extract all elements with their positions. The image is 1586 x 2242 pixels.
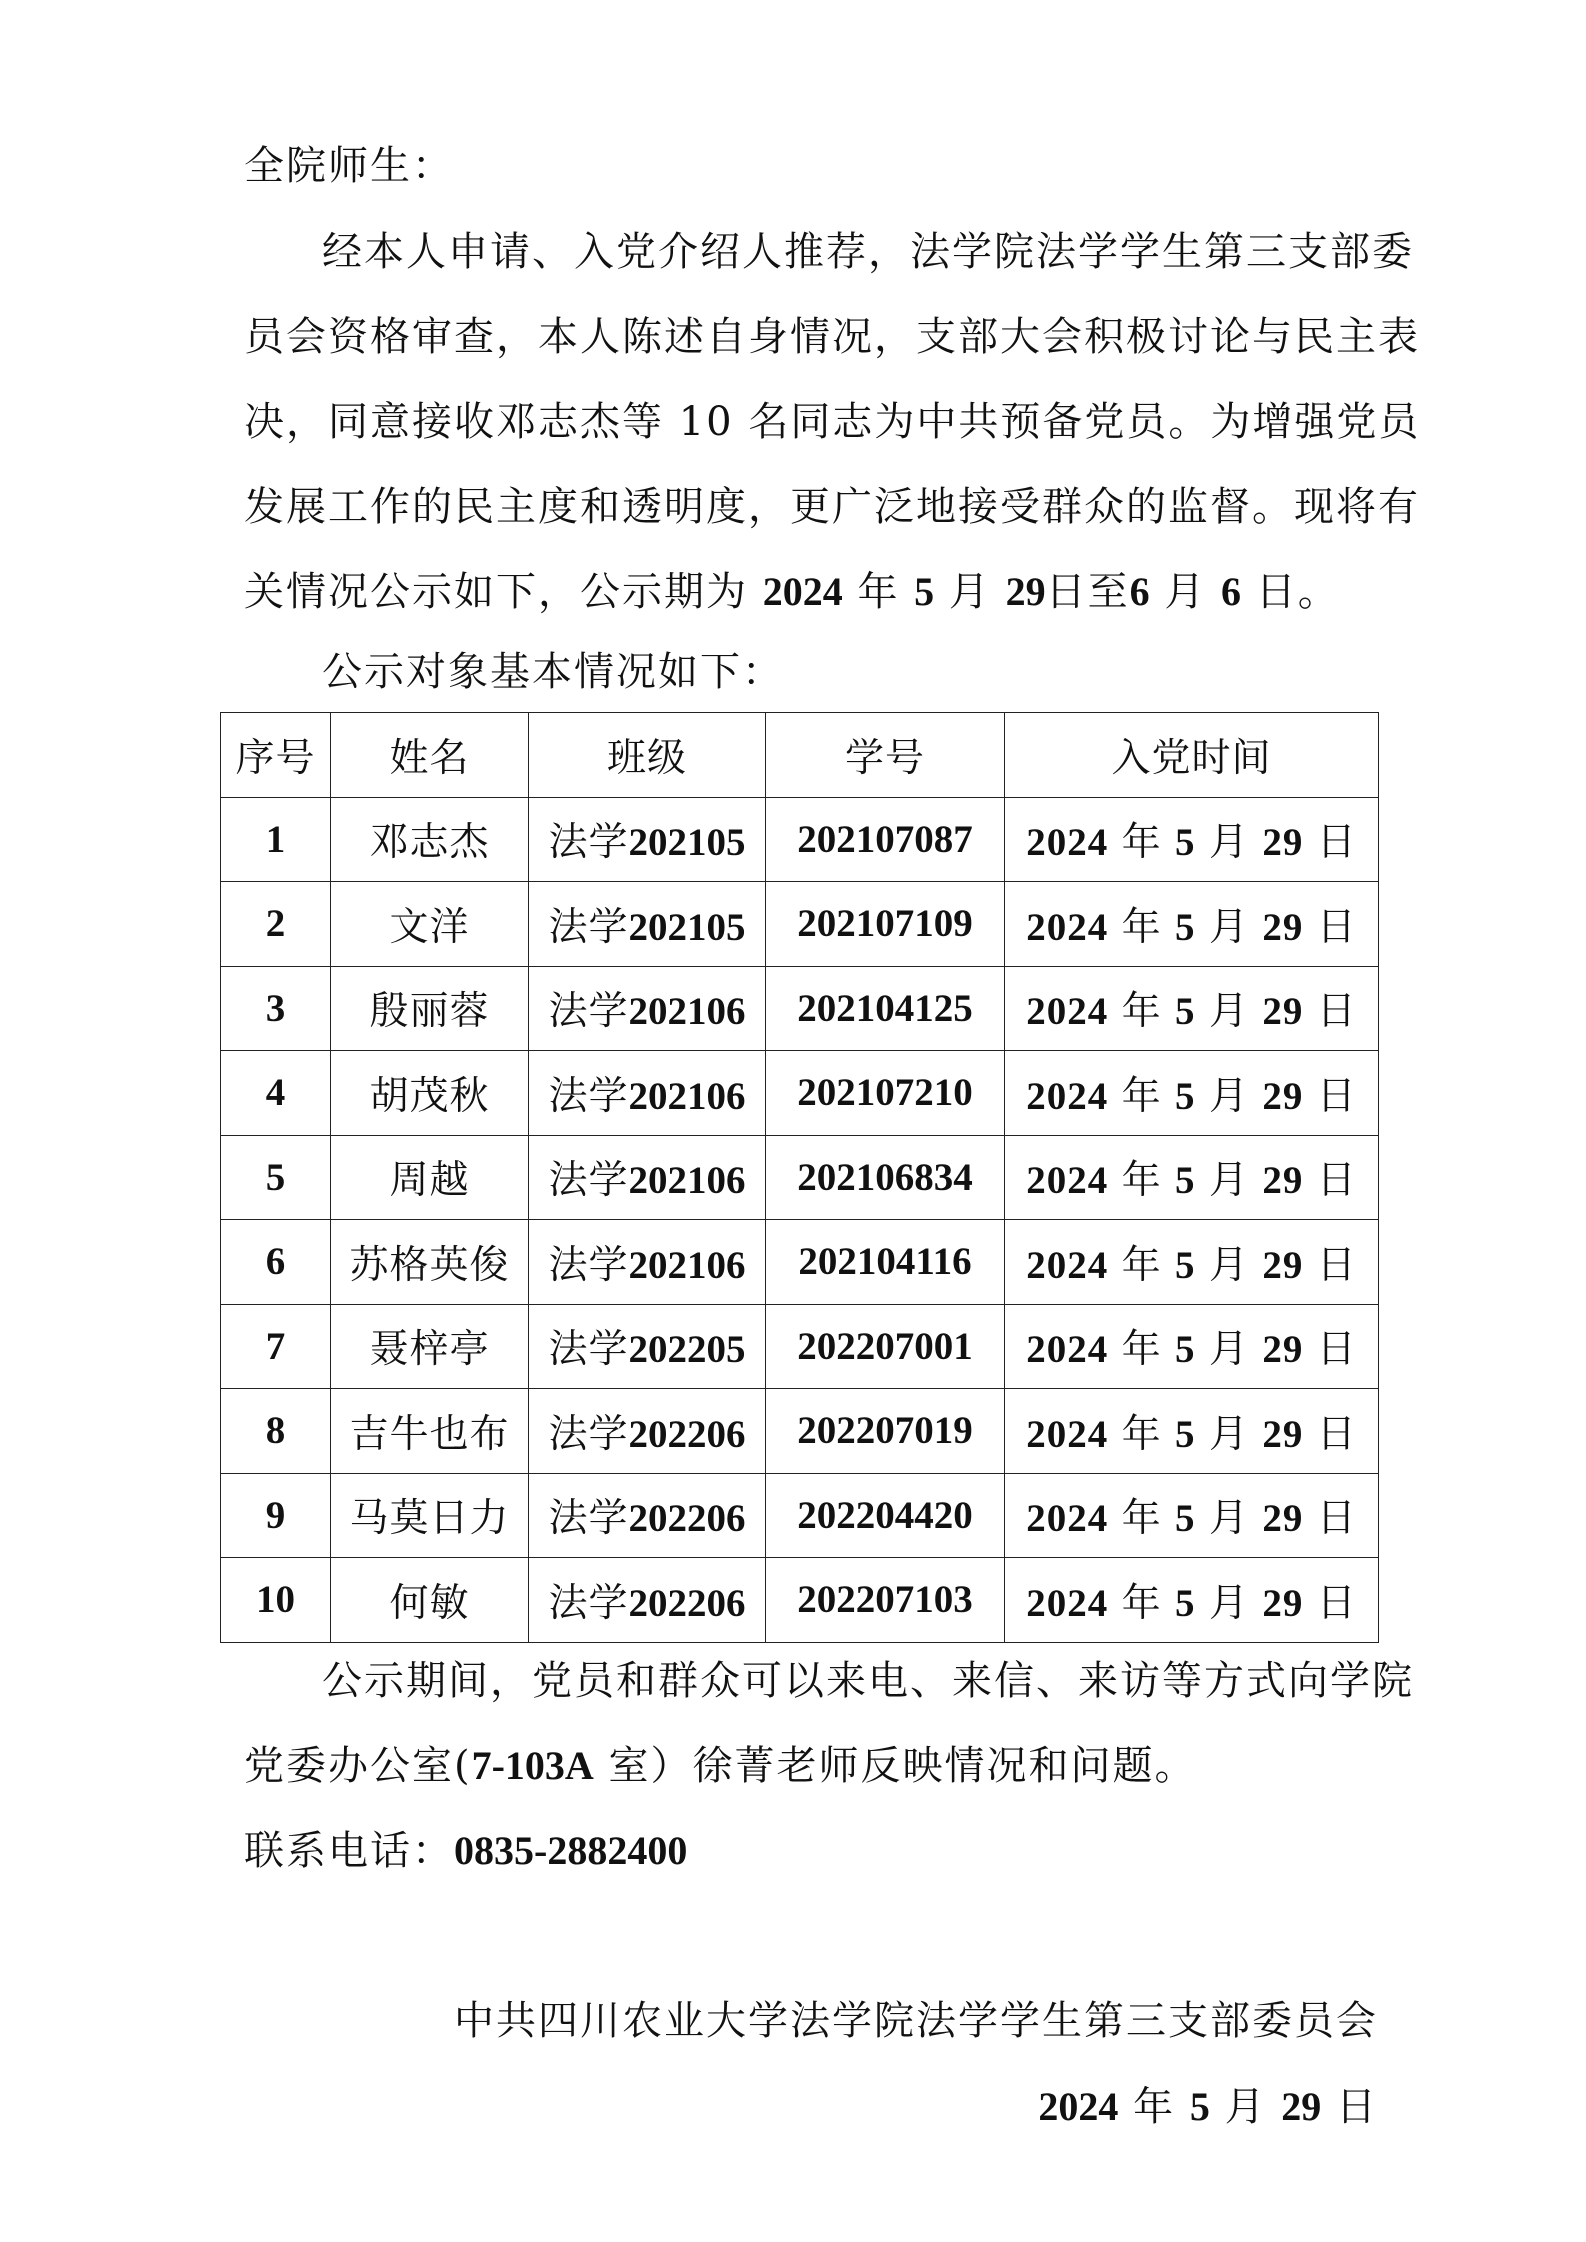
row-index: 8 (221, 1389, 331, 1474)
period-month-unit: 月 (948, 569, 991, 615)
table-row (221, 1220, 1379, 1305)
closing-line-1: 公示期间，党员和群众可以来电、来信、来访等方式向学院 (322, 1658, 1414, 1704)
row-name: 邓志杰 (331, 797, 529, 882)
row-join-date (1005, 1304, 1379, 1389)
row-class-prefix: 法学 (548, 1073, 629, 1119)
header-join-date: 入党时间 (1005, 713, 1379, 798)
join-day-unit: 日 (1316, 1073, 1357, 1119)
join-year: 2024 (1026, 1581, 1109, 1625)
join-day-unit: 日 (1316, 989, 1357, 1035)
table-row (221, 1135, 1379, 1220)
header-student-id: 学号 (766, 713, 1005, 798)
table-row (221, 1558, 1379, 1643)
table-row (221, 1051, 1379, 1136)
table-intro: 公示对象基本情况如下： (322, 649, 784, 695)
join-year-unit: 年 (1121, 1073, 1162, 1119)
join-month-unit: 月 (1208, 1327, 1249, 1373)
row-student-id: 202107109 (766, 882, 1005, 967)
row-class (529, 1473, 766, 1558)
closing-contact-person: 室）徐菁老师反映情况和问题。 (593, 1743, 1197, 1789)
row-name: 何敏 (331, 1558, 529, 1643)
row-index: 3 (221, 966, 331, 1051)
table-row (221, 966, 1379, 1051)
row-index: 5 (221, 1135, 331, 1220)
row-class (529, 1304, 766, 1389)
row-class-prefix: 法学 (548, 820, 629, 866)
join-day: 29 (1262, 1243, 1304, 1287)
phone-label: 联系电话： (244, 1828, 454, 1874)
row-class-prefix: 法学 (548, 1580, 629, 1626)
phone-number: 0835-2882400 (454, 1828, 688, 1873)
join-year-unit: 年 (1121, 1327, 1162, 1373)
row-class-number: 202106 (628, 1243, 746, 1287)
row-class (529, 966, 766, 1051)
join-month-unit: 月 (1208, 1580, 1249, 1626)
join-day: 29 (1262, 1412, 1304, 1456)
row-index: 4 (221, 1051, 331, 1136)
period-start-day: 29 (1005, 569, 1046, 614)
row-student-id: 202106834 (766, 1135, 1005, 1220)
join-month: 5 (1175, 1497, 1196, 1541)
row-class (529, 882, 766, 967)
row-join-date (1005, 1135, 1379, 1220)
row-name: 周越 (331, 1135, 529, 1220)
join-day: 29 (1262, 990, 1304, 1034)
row-index: 2 (221, 882, 331, 967)
join-day-unit: 日 (1316, 1158, 1357, 1204)
row-class-prefix: 法学 (548, 904, 629, 950)
closing-line-2 (244, 1740, 1197, 1792)
row-name: 吉牛也布 (331, 1389, 529, 1474)
join-month: 5 (1175, 1074, 1196, 1118)
row-join-date (1005, 1051, 1379, 1136)
join-year-unit: 年 (1121, 1411, 1162, 1457)
row-student-id: 202107087 (766, 797, 1005, 882)
contact-line (244, 1825, 687, 1877)
intro-period-prefix: 关情况公示如下，公示期为 (244, 569, 748, 615)
signature-date (1038, 2081, 1378, 2133)
row-class (529, 1135, 766, 1220)
join-month: 5 (1175, 1412, 1196, 1456)
join-day-unit: 日 (1316, 1327, 1357, 1373)
join-month: 5 (1175, 990, 1196, 1034)
row-class-number: 202206 (628, 1581, 746, 1625)
join-year-unit: 年 (1121, 904, 1162, 950)
join-year: 2024 (1026, 1412, 1109, 1456)
row-join-date (1005, 882, 1379, 967)
join-day: 29 (1262, 1497, 1304, 1541)
join-year: 2024 (1026, 1074, 1109, 1118)
signature-year-unit: 年 (1133, 2084, 1176, 2130)
join-year-unit: 年 (1121, 1158, 1162, 1204)
intro-line-4: 发展工作的民主度和透明度，更广泛地接受群众的监督。现将有 (244, 484, 1420, 530)
join-day-unit: 日 (1316, 1411, 1357, 1457)
row-index: 7 (221, 1304, 331, 1389)
header-name: 姓名 (331, 713, 529, 798)
intro-line-1: 经本人申请、入党介绍人推荐，法学院法学学生第三支部委 (322, 229, 1414, 275)
join-month-unit: 月 (1208, 820, 1249, 866)
roster-body (221, 797, 1379, 1642)
row-class-number: 202206 (628, 1497, 746, 1541)
join-year-unit: 年 (1121, 1580, 1162, 1626)
row-join-date (1005, 797, 1379, 882)
join-day: 29 (1262, 1074, 1304, 1118)
row-join-date (1005, 1220, 1379, 1305)
join-day: 29 (1262, 821, 1304, 865)
header-index: 序号 (221, 713, 331, 798)
intro-line-5 (244, 566, 1340, 618)
row-student-id: 202207103 (766, 1558, 1005, 1643)
row-name: 马莫日力 (331, 1473, 529, 1558)
join-year: 2024 (1026, 1328, 1109, 1372)
period-end-day-unit: 日。 (1255, 569, 1340, 615)
period-end-month: 6 (1129, 569, 1150, 614)
period-start-year: 2024 (762, 569, 843, 614)
join-month: 5 (1175, 905, 1196, 949)
row-name: 苏格英俊 (331, 1220, 529, 1305)
join-month-unit: 月 (1208, 1411, 1249, 1457)
table-row (221, 1473, 1379, 1558)
row-student-id: 202204420 (766, 1473, 1005, 1558)
join-day-unit: 日 (1316, 1580, 1357, 1626)
join-year: 2024 (1026, 1243, 1109, 1287)
row-class-prefix: 法学 (548, 1411, 629, 1457)
join-day-unit: 日 (1316, 1496, 1357, 1542)
join-year: 2024 (1026, 1159, 1109, 1203)
row-class-number: 202105 (628, 821, 746, 865)
row-class-number: 202105 (628, 905, 746, 949)
join-year: 2024 (1026, 1497, 1109, 1541)
join-month: 5 (1175, 821, 1196, 865)
row-class-prefix: 法学 (548, 989, 629, 1035)
row-index: 6 (221, 1220, 331, 1305)
row-join-date (1005, 1473, 1379, 1558)
row-class-number: 202106 (628, 1159, 746, 1203)
signature-year: 2024 (1038, 2084, 1119, 2129)
signature-org: 中共四川农业大学法学院法学学生第三支部委员会 (454, 1998, 1378, 2044)
room-number: 7-103A (471, 1743, 594, 1788)
join-day: 29 (1262, 1328, 1304, 1372)
row-class (529, 1051, 766, 1136)
join-day-unit: 日 (1316, 820, 1357, 866)
row-class-prefix: 法学 (548, 1158, 629, 1204)
row-class (529, 797, 766, 882)
row-class-number: 202106 (628, 990, 746, 1034)
row-student-id: 202107210 (766, 1051, 1005, 1136)
join-year-unit: 年 (1121, 820, 1162, 866)
signature-month-unit: 月 (1224, 2084, 1267, 2130)
period-end-day: 6 (1221, 569, 1242, 614)
row-name: 殷丽蓉 (331, 966, 529, 1051)
table-row (221, 882, 1379, 967)
header-class: 班级 (529, 713, 766, 798)
row-class (529, 1220, 766, 1305)
join-day-unit: 日 (1316, 904, 1357, 950)
join-month: 5 (1175, 1243, 1196, 1287)
salutation: 全院师生： (244, 143, 454, 189)
join-year-unit: 年 (1121, 1496, 1162, 1542)
join-year: 2024 (1026, 905, 1109, 949)
join-month-unit: 月 (1208, 1242, 1249, 1288)
period-year-unit: 年 (857, 569, 900, 615)
row-class (529, 1389, 766, 1474)
roster-table (220, 712, 1379, 1643)
signature-day-unit: 日 (1336, 2084, 1378, 2130)
row-index: 10 (221, 1558, 331, 1643)
period-end-month-unit: 月 (1164, 569, 1207, 615)
row-student-id: 202207001 (766, 1304, 1005, 1389)
row-student-id: 202207019 (766, 1389, 1005, 1474)
closing-office: 党委办公室( (244, 1743, 472, 1789)
row-join-date (1005, 1558, 1379, 1643)
join-year-unit: 年 (1121, 1242, 1162, 1288)
row-class-prefix: 法学 (548, 1496, 629, 1542)
join-month: 5 (1175, 1328, 1196, 1372)
table-row (221, 1389, 1379, 1474)
row-index: 9 (221, 1473, 331, 1558)
row-class-number: 202205 (628, 1328, 746, 1372)
table-row (221, 1304, 1379, 1389)
row-join-date (1005, 966, 1379, 1051)
join-month-unit: 月 (1208, 1073, 1249, 1119)
join-day-unit: 日 (1316, 1242, 1357, 1288)
row-class (529, 1558, 766, 1643)
join-day: 29 (1262, 1159, 1304, 1203)
signature-month: 5 (1189, 2084, 1210, 2129)
table-row (221, 797, 1379, 882)
signature-day: 29 (1281, 2084, 1322, 2129)
row-class-prefix: 法学 (548, 1327, 629, 1373)
row-class-number: 202206 (628, 1412, 746, 1456)
join-year: 2024 (1026, 990, 1109, 1034)
period-day-unit: 日至 (1045, 569, 1130, 615)
join-year: 2024 (1026, 821, 1109, 865)
join-month-unit: 月 (1208, 1158, 1249, 1204)
join-month: 5 (1175, 1159, 1196, 1203)
row-name: 文洋 (331, 882, 529, 967)
row-class-number: 202106 (628, 1074, 746, 1118)
table-header-row (221, 713, 1379, 798)
join-year-unit: 年 (1121, 989, 1162, 1035)
join-day: 29 (1262, 1581, 1304, 1625)
join-month-unit: 月 (1208, 989, 1249, 1035)
join-day: 29 (1262, 905, 1304, 949)
row-join-date (1005, 1389, 1379, 1474)
join-month-unit: 月 (1208, 904, 1249, 950)
row-name: 胡茂秋 (331, 1051, 529, 1136)
join-month-unit: 月 (1208, 1496, 1249, 1542)
period-start-month: 5 (914, 569, 935, 614)
intro-line-3: 决，同意接收邓志杰等 10 名同志为中共预备党员。为增强党员 (244, 399, 1421, 445)
row-student-id: 202104116 (766, 1220, 1005, 1305)
row-student-id: 202104125 (766, 966, 1005, 1051)
intro-line-2: 员会资格审查，本人陈述自身情况，支部大会积极讨论与民主表 (244, 314, 1420, 360)
row-name: 聂梓亭 (331, 1304, 529, 1389)
row-index: 1 (221, 797, 331, 882)
row-class-prefix: 法学 (548, 1242, 629, 1288)
join-month: 5 (1175, 1581, 1196, 1625)
